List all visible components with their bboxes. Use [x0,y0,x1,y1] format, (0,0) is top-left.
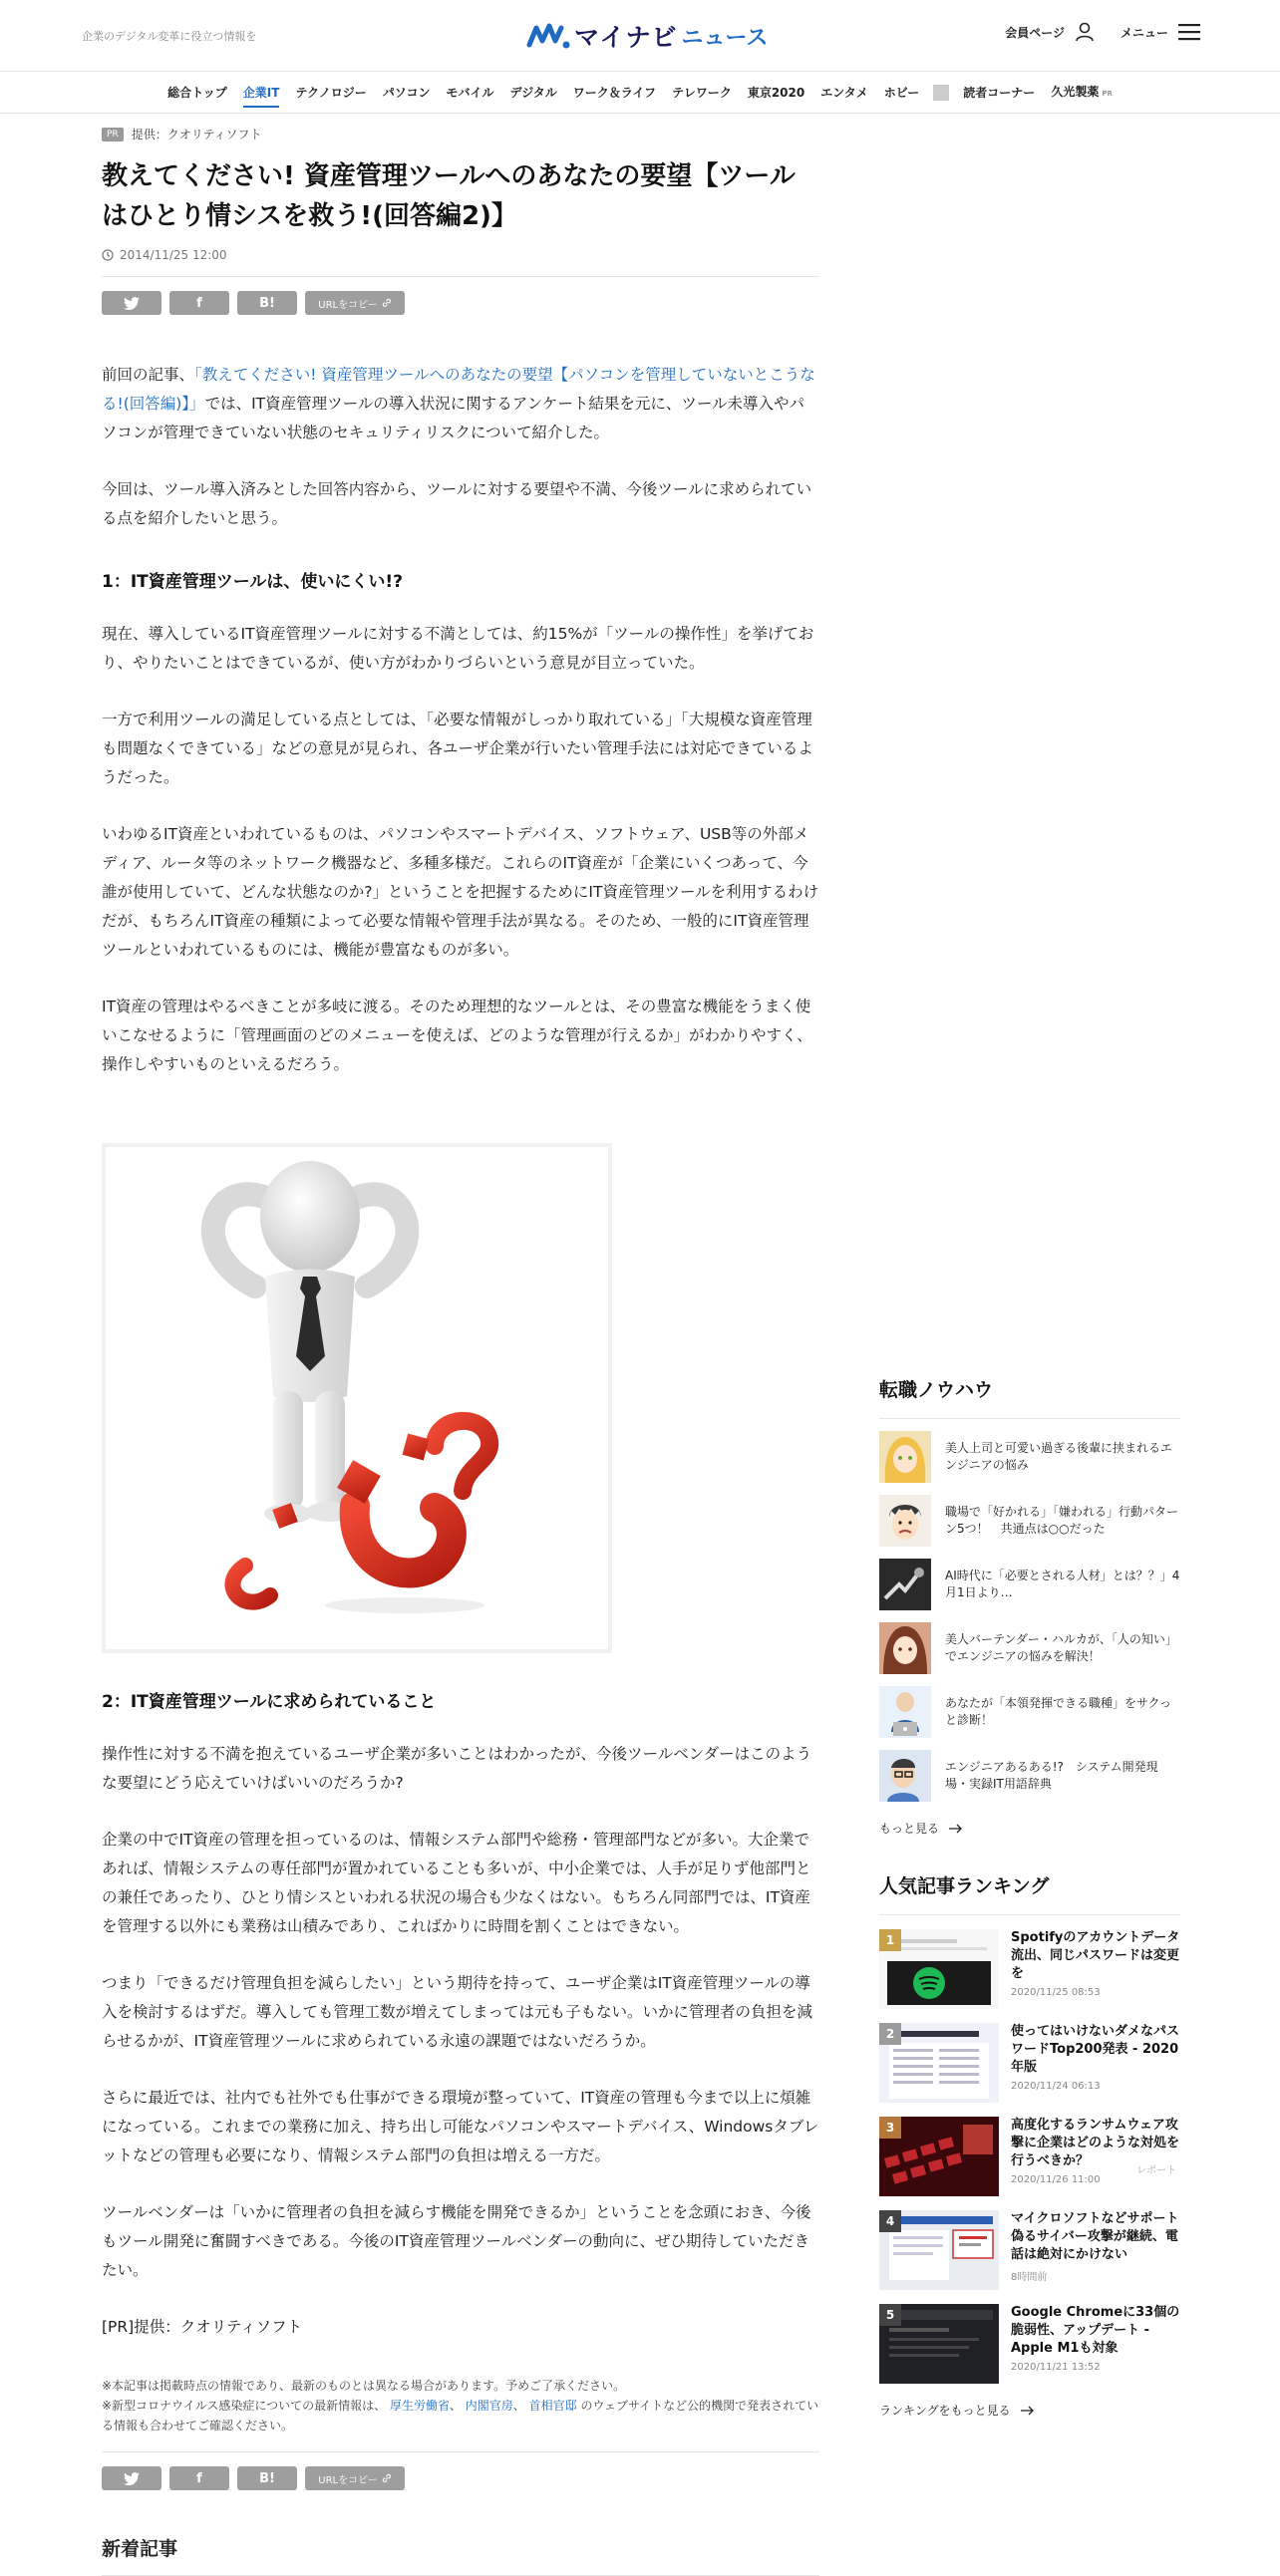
paragraph-2: 今回は、ツール導入済みとした回答内容から、ツールに対する要望や不満、今後ツールに求められている点を紹介したいと思う。 [102,480,812,527]
knowhow-item-title: あなたが「本領発揮できる職種」をサクっと診断！ [945,1696,1172,1727]
knowhow-more-label: もっと見る [879,1822,940,1836]
sidebar-knowhow [879,1375,1180,1837]
logo-text-main: マイナビ [574,23,678,52]
ranking-item[interactable] [879,2304,1180,2384]
article-main [102,126,819,2576]
ranking-thumbnail [879,2117,999,2196]
paragraph-7: 操作性に対する不満を抱えているユーザ企業が多いことはわかったが、今後ツールベンダーはこのような要望にどう応えていけばいいのだろうか? [102,1745,812,1792]
knowhow-item[interactable] [879,1431,1180,1483]
ranking-item-category: レポート [1136,2165,1176,2176]
ranking-item[interactable] [879,2210,1180,2290]
new-articles-heading: 新着記事 [102,2534,819,2576]
paragraph-12: [PR]提供：クオリティソフト [102,2318,303,2336]
ranking-item[interactable] [879,2023,1180,2103]
knowhow-item-title: 美人バーテンダー・ハルカが、「人の知い」でエンジニアの悩みを解決！ [945,1632,1177,1663]
knowhow-item-title: 職場で「好かれる」「嫌われる」行動パターン5つ！ 共通点は○○だった [945,1505,1179,1536]
kantei-link[interactable]: 首相官邸 [528,2399,577,2413]
ranking-item-date: 2020/11/25 08:53 [1011,1987,1101,1998]
hatena-bookmark-button[interactable]: B! [237,291,297,315]
ranking-item-title: 使ってはいけないダメなパスワードTop200発表 - 2020年版 [1011,2024,1180,2075]
knowhow-heading: 転職ノウハウ [879,1375,1180,1419]
twitter-icon [124,2472,140,2485]
provider-line [102,126,819,143]
ranking-item[interactable] [879,2117,1180,2196]
knowhow-item[interactable] [879,1495,1180,1547]
nav-item-enterprise-it[interactable]: 企業IT [235,72,288,114]
ranking-thumbnail [879,2304,999,2384]
mhlw-link[interactable]: 厚生労働省 [389,2399,450,2413]
copy-url-button-bottom[interactable] [305,2466,405,2490]
disclaimer-line-1: ※本記事は掲載時点の情報であり、最新のものとは異なる場合があります。予めご了承ください。 [102,2379,626,2393]
facebook-share-button-bottom[interactable]: f [169,2466,229,2490]
arrow-right-icon [949,1824,963,1834]
share-bar-top [102,291,819,315]
nav-item-hobby[interactable]: ホビー [883,85,920,100]
ranking-number-badge: 1 [879,1929,901,1951]
knowhow-item[interactable] [879,1559,1180,1610]
twitter-share-button[interactable] [102,291,161,315]
knowhow-item[interactable] [879,1750,1180,1802]
menu-label: メニュー [1120,25,1168,40]
paragraph-4: 一方で利用ツールの満足している点としては、「必要な情報がしっかり取れている」「大規模な資産管理も問題なくできている」などの意見が見られ、各ユーザ企業が行いたい管理手法には対応できているようだった。 [102,711,813,786]
knowhow-thumbnail [879,1559,931,1610]
ranking-text [1011,2210,1180,2290]
arrow-right-icon [1021,2406,1035,2416]
knowhow-thumbnail [879,1495,931,1547]
ranking-item-date: 2020/11/21 13:52 [1011,2362,1101,2373]
disclaimer-prefix: ※新型コロナウイルス感染症についての最新情報は、 [102,2399,387,2413]
facebook-share-button[interactable]: f [169,291,229,315]
nav-item-pc[interactable]: パソコン [382,85,431,100]
knowhow-item-title: AI時代に「必要とされる人材」とは？？」4月1日より… [945,1569,1180,1599]
article-date [102,248,819,277]
nav-item-digital[interactable]: デジタル [509,85,557,100]
site-logo[interactable] [526,18,768,54]
nav-item-entertainment[interactable]: エンタメ [820,85,868,100]
member-page-link[interactable] [1005,22,1095,42]
paragraph-3: 現在、導入しているIT資産管理ツールに対する不満としては、約15%が「ツールの操作性」を挙げており、やりたいことはできているが、使い方がわかりづらいという意見が目立っていた。 [102,625,814,672]
paragraph-11: ツールベンダーは「いかに管理者の負担を減らす機能を開発できるか」ということを念頭におき、今後もツール開発に奮闘すべきである。今後のIT資産管理ツールベンダーの動向に、ぜひ期待していただきたい。 [102,2203,811,2279]
paragraph-6: IT資産の管理はやるべきことが多岐に渡る。そのため理想的なツールとは、その豊富な機能をうまく使いこなせるように「管理画面のどのメニューを使えば、どのような管理が行えるか」がわかりやすく、操作しやすいものといえるだろう。 [102,998,812,1073]
bartender-avatar-icon [879,1622,931,1674]
user-icon [1075,22,1095,42]
top-bar [0,0,1280,72]
cabinet-secretariat-link[interactable]: 内閣官房 [465,2399,513,2413]
provider-text: 提供：クオリティソフト [131,128,262,142]
ranking-item[interactable] [879,1929,1180,2009]
knowhow-thumbnail [879,1750,931,1802]
nav-item-hisamitsu[interactable] [1043,71,1120,115]
paragraph-1 [102,361,819,447]
confused-person-illustration [106,1147,608,1649]
ranking-item-date: 8時間前 [1011,2272,1048,2283]
ranking-item-date: 2020/11/24 06:13 [1011,2081,1101,2092]
knowhow-item[interactable] [879,1622,1180,1674]
nav-item-mobile[interactable]: モバイル [446,85,494,100]
ranking-text [1011,1929,1180,2009]
robot-hand-thumbnail-icon [879,1559,931,1610]
paragraph-5: いわゆるIT資産といわれているものは、パソコンやスマートデバイス、ソフトウェア、USB等の外部メディア、ルータ等のネットワーク機器など、多種多様だ。これらのIT資産が「企業にいくつあって、今誰が使用していて、どんな状態なのか?」ということを把握するためにIT資産管理ツールを利用するわけだが、もちろんIT資産の種類によって必要な情報や管理手法が異なる。そのため、一般的にIT資産管理ツールといわれているものには、機能が豊富なものが多い。 [102,825,819,959]
ranking-item-title: Spotifyのアカウントデータ流出、同じパスワードは変更を [1011,1930,1180,1981]
menu-button[interactable] [1120,23,1200,41]
nav-separator [933,85,949,101]
knowhow-more-link[interactable] [879,1820,1180,1837]
ranking-text [1011,2023,1180,2103]
knowhow-thumbnail [879,1431,931,1483]
ranking-number-badge: 4 [879,2210,901,2232]
disclaimer-line-2: ※新型コロナウイルス感染症についての最新情報は、 厚生労働省、 内閣官房、 首相官邸 のウェブサイトなど公的機関で発表されている情報も合わせてご確認ください。 [102,2399,819,2433]
paragraph-9: つまり「できるだけ管理負担を減らしたい」という期待を持って、ユーザ企業はIT資産管理ツールの導入を検討するはずだ。導入しても管理工数が増えてしまっては元も子もない。いかに管理者の負担を減らせるかが、IT資産管理ツールに求められている永遠の課題ではないだろうか。 [102,1974,813,2050]
section-heading-2: 2：IT資産管理ツールに求められていること [102,1692,437,1712]
article-figure [102,1143,612,1653]
section-heading-1: 1：IT資産管理ツールは、使いにくい!? [102,572,404,592]
copy-url-button[interactable] [305,291,405,315]
hamburger-icon [1178,23,1200,41]
previous-article-link[interactable]: 「教えてください! 資産管理ツールへのあなたの要望【パソコンを管理していないとこうなる!(回答編)】」 [102,366,815,413]
paragraph-8: 企業の中でIT資産の管理を担っているのは、情報システム部門や総務・管理部門などが多い。大企業であれば、情報システムの専任部門が置かれていることも多いが、中小企業では、人手が足りず他部門との兼任であったり、ひとり情シスといわれる状況の場合も少なくはない。もちろん同部門では、IT資産を管理する以外にも業務は山積みであり、こればかりに時間を割くことはできない。 [102,1831,811,1935]
ranking-item-title: マイクロソフトなどサポート偽るサイバー攻撃が継続、電話は絶対にかけない [1011,2211,1179,2262]
copy-url-label: URLをコピー [318,299,378,311]
nav-item-work-life[interactable]: ワーク＆ライフ [572,85,657,100]
ranking-item-date: 2020/11/26 11:00 [1011,2174,1101,2185]
disclaimer-suffix: のウェブサイトなど公的機関で発表されている情報も合わせてご確認ください。 [102,2399,819,2433]
ranking-item-title: Google Chromeに33個の脆弱性、アップデート - Apple M1も対象 [1011,2305,1180,2356]
copy-url-label: URLをコピー [318,2474,378,2486]
nav-item-top[interactable]: 総合トップ [167,85,227,100]
ranking-text [1011,2117,1180,2196]
ranking-text [1011,2304,1180,2384]
engineer-cartoon-icon [879,1750,931,1802]
twitter-share-button-bottom[interactable] [102,2466,161,2490]
knowhow-thumbnail [879,1686,931,1738]
hatena-bookmark-button-bottom[interactable]: B! [237,2466,297,2490]
ranking-item-title: 高度化するランサムウェア攻撃に企業はどのような対処を行うべきか？ [1011,2118,1180,2168]
share-bar-bottom [102,2451,819,2490]
article-date-text: 2014/11/25 12:00 [120,248,227,262]
ranking-heading: 人気記事ランキング [879,1871,1180,1915]
knowhow-item[interactable] [879,1686,1180,1738]
article-title: 教えてください! 資産管理ツールへのあなたの要望【ツールはひとり情シスを救う!(回答編2)】 [102,161,796,231]
link-icon [382,2473,392,2483]
article-body [102,361,819,2342]
anime-girl-avatar-icon [879,1431,931,1483]
ranking-number-badge: 3 [879,2117,901,2139]
ranking-thumbnail [879,2210,999,2290]
global-nav [0,72,1280,114]
site-tagline: 企業のデジタル変革に役立つ情報を [82,30,257,43]
twitter-icon [124,297,140,310]
link-icon [382,298,392,308]
nav-item-hisamitsu-label: 久光製薬 [1051,84,1100,99]
nav-pr-mark: PR [1102,89,1113,98]
clock-icon [102,249,114,261]
man-with-laptop-icon [879,1686,931,1738]
ranking-thumbnail [879,1929,999,2009]
nav-item-telework[interactable]: テレワーク [672,85,732,100]
pr-badge: PR [102,128,124,142]
knowhow-item-title: 美人上司と可愛い過ぎる後輩に挟まれるエンジニアの悩み [945,1441,1173,1472]
ranking-number-badge: 2 [879,2023,901,2045]
p1-prefix: 前回の記事、 [102,366,195,384]
nav-item-tokyo2020[interactable]: 東京2020 [747,85,805,100]
ranking-number-badge: 5 [879,2304,901,2326]
ranking-more-link[interactable] [879,2402,1180,2419]
ranking-thumbnail [879,2023,999,2103]
knowhow-item-title: エンジニアあるある!? システム開発現場・実録IT用語辞典 [945,1760,1158,1791]
member-page-label: 会員ページ [1005,25,1065,40]
knowhow-thumbnail [879,1622,931,1674]
cartoon-man-avatar-icon [879,1495,931,1547]
disclaimer-note [102,2376,819,2435]
logo-mark-icon [526,19,572,53]
logo-text-sub: ニュース [681,25,769,51]
ranking-more-label: ランキングをもっと見る [879,2404,1011,2418]
sidebar-ranking [879,1871,1180,2419]
paragraph-10: さらに最近では、社内でも社外でも仕事ができる環境が整っていて、IT資産の管理も今まで以上に煩雑になっている。これまでの業務に加え、持ち出し可能なパソコンやスマートデバイス、Windowsタブレットなどの管理も必要になり、情報システム部門の負担は増える一方だ。 [102,2089,819,2164]
p1-suffix: では、IT資産管理ツールの導入状況に関するアンケート結果を元に、ツール未導入やパソコンが管理できていない状態のセキュリティリスクについて紹介した。 [102,395,805,441]
nav-item-technology[interactable]: テクノロジー [295,85,367,100]
nav-item-reader-corner[interactable]: 読者コーナー [963,85,1036,100]
